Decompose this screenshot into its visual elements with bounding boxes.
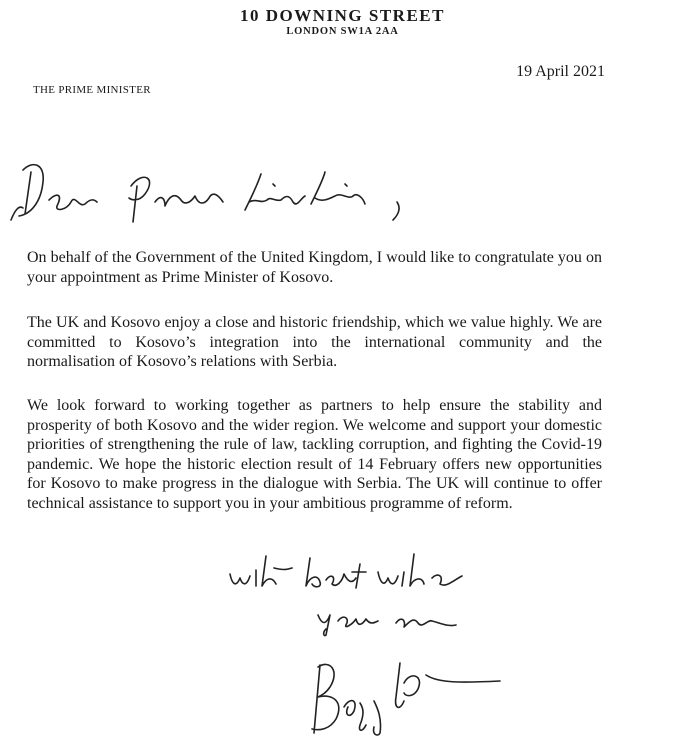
handwritten-signature [300,653,505,737]
handwritten-salutation [5,150,415,232]
paragraph-text: On behalf of the Government of the United Kingdom, I would like to congratulate you on your appointment as Prime Minister of Kosovo. [27,249,602,286]
paragraph-2 [27,313,602,372]
closing-scribble [226,548,468,598]
letterhead-address: 10 DOWNING STREET [240,6,445,25]
salutation-scribble [5,150,415,232]
paragraph-text: We look forward to working together as partners to help ensure the stability and prosperity of both Kosovo and the wider region. We welcome and support your domestic priorities of strengthening the rule of law, tackling corruption, and fighting the Covid-19 pandemic. We hope the historic election result of 14 February offers new opportunities for Kosovo to make progress in the dialogue with Serbia. The UK will continue to offer technical assistance to support you in your ambitious programme of reform. [27,397,602,512]
paragraph-3 [27,396,602,513]
signature-scribble [300,653,505,737]
handwritten-closing-2 [314,601,464,639]
letterhead-postcode: LONDON SW1A 2AA [286,26,399,37]
letter-date: 19 April 2021 [516,63,605,80]
sender-title: THE PRIME MINISTER [33,84,151,96]
paragraph-1 [27,248,602,287]
closing-2-scribble [314,601,464,639]
handwritten-closing [226,548,468,598]
paragraph-text: The UK and Kosovo enjoy a close and historic friendship, which we value highly. We are committed to Kosovo’s integration into the international community and the normalisation of Kosovo’s relations with Serbia. [27,314,602,370]
